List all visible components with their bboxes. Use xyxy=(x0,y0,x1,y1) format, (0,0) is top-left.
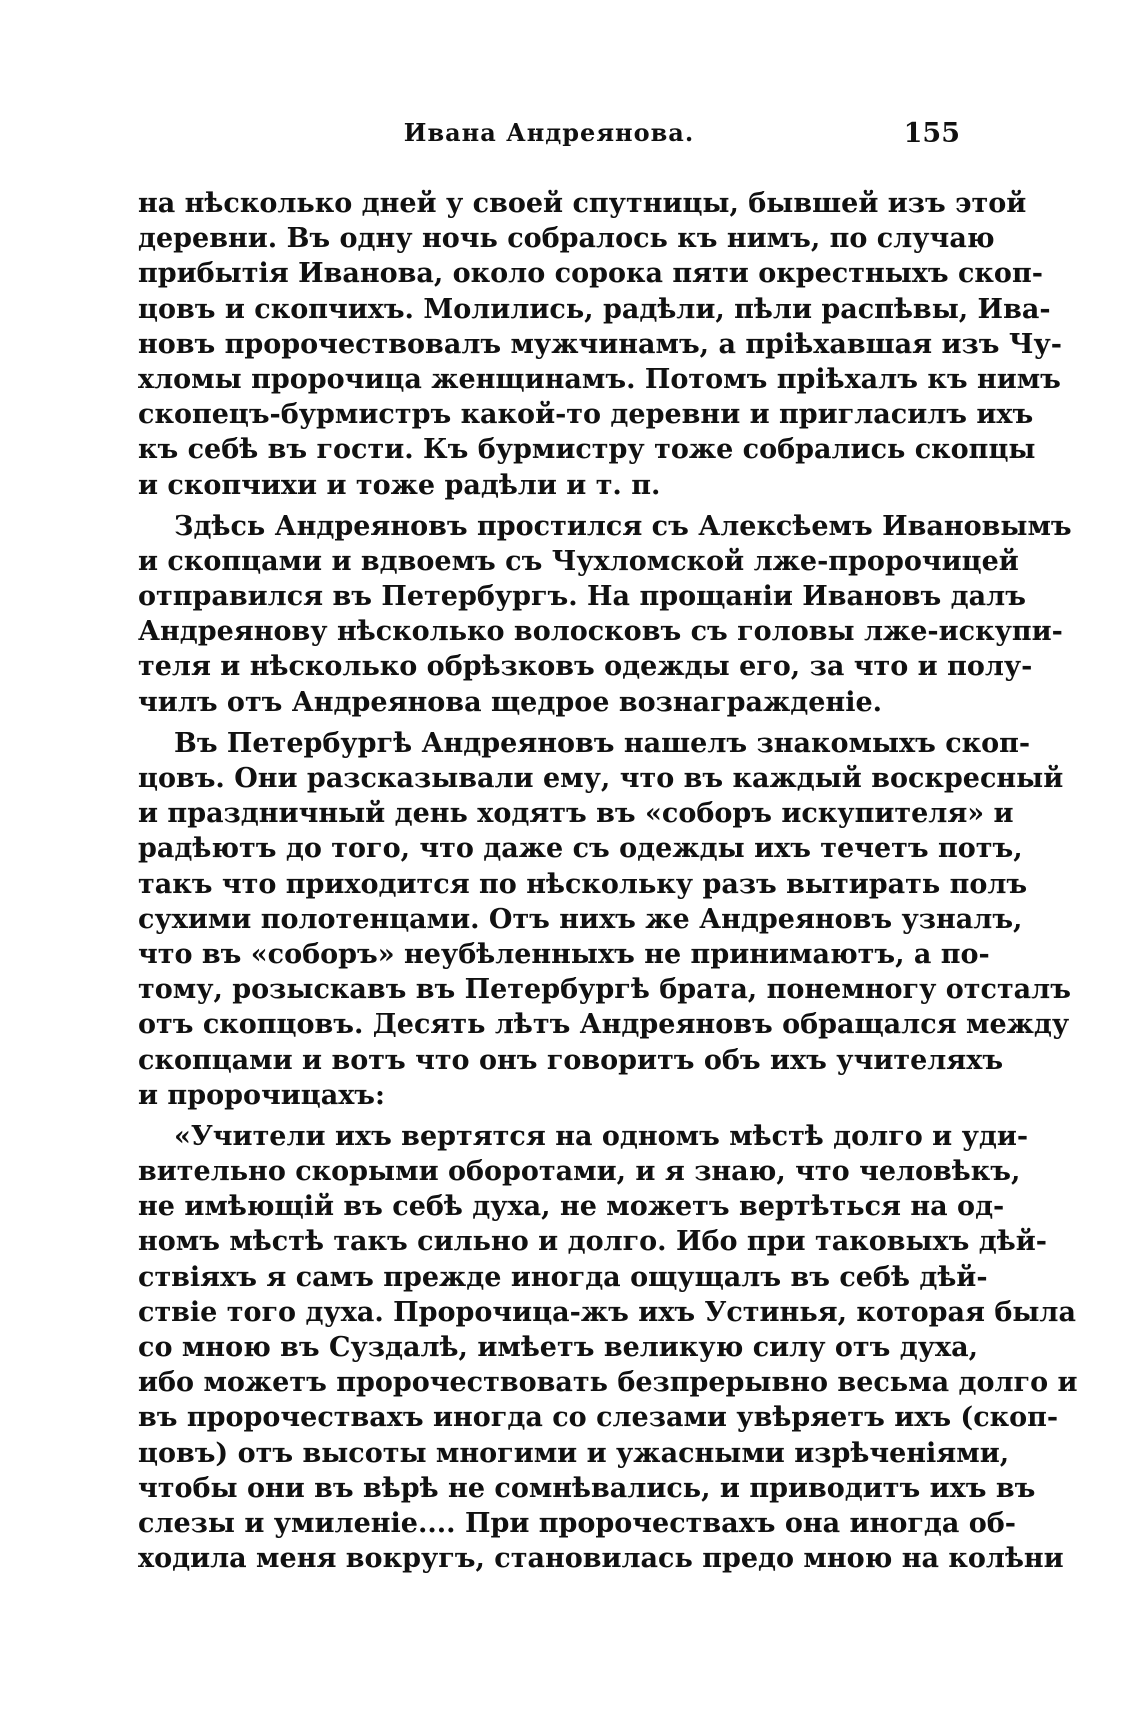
running-title: Ивана Андреянова. xyxy=(403,118,695,147)
text-line: ибо можетъ пророчествовать безпрерывно весьма долго и xyxy=(138,1367,1078,1399)
text-line: и пророчицахъ: xyxy=(138,1079,385,1111)
text-line: цовъ. Они разсказывали ему, что въ каждый воскресный xyxy=(138,763,1064,794)
text-line: на нѣсколько дней у своей спутницы, бывшей изъ этой xyxy=(138,188,1027,219)
text-line: ствіе того духа. Пророчица-жъ ихъ Устинья, которая была xyxy=(138,1296,1076,1328)
paragraph xyxy=(138,1119,1078,1576)
text-line: къ себѣ въ гости. Къ бурмистру тоже собрались скопцы xyxy=(138,434,1036,466)
text-line: теля и нѣсколько обрѣзковъ одежды его, за что и полу- xyxy=(138,651,1033,683)
text-line: слезы и умиленіе.... При пророчествахъ она иногда об- xyxy=(138,1507,1016,1539)
text-line: такъ что приходится по нѣскольку разъ вытирать полъ xyxy=(138,868,1028,900)
text-line: деревни. Въ одну ночь собралось къ нимъ, по случаю xyxy=(138,223,995,255)
text-line: чтобы они въ вѣрѣ не сомнѣвались, и приводитъ ихъ въ xyxy=(138,1472,1036,1504)
page-number: 155 xyxy=(903,118,960,149)
text-line: прибытія Иванова, около сорока пяти окрестныхъ скоп- xyxy=(138,258,1043,290)
text-line: скопецъ-бурмистръ какой-то деревни и пригласилъ ихъ xyxy=(138,399,1034,431)
text-line: новъ пророчествовалъ мужчинамъ, а пріѣхавшая изъ Чу- xyxy=(138,328,1062,360)
text-line: не имѣющій въ себѣ духа, не можетъ вертѣться на од- xyxy=(138,1191,1005,1223)
text-line: отправился въ Петербургъ. На прощаніи Ивановъ далъ xyxy=(138,581,1026,613)
text-line: и скопчихи и тоже радѣли и т. п. xyxy=(138,469,661,501)
page-body xyxy=(138,186,1078,1582)
text-line: радѣютъ до того, что даже съ одежды ихъ течетъ потъ, xyxy=(138,833,1023,865)
text-line: сухими полотенцами. Отъ нихъ же Андреяновъ узналъ, xyxy=(138,903,1023,935)
text-line: и скопцами и вдвоемъ съ Чухломской лже-пророчицей xyxy=(138,545,1019,577)
text-line: что въ «соборъ» неубѣленныхъ не принимаютъ, а по- xyxy=(138,938,990,970)
text-line: и праздничный день ходятъ въ «соборъ искупителя» и xyxy=(138,798,1014,830)
paragraph xyxy=(138,509,1072,720)
text-line: ствіяхъ я самъ прежде иногда ощущалъ въ себѣ дѣй- xyxy=(138,1261,988,1293)
text-line: ходила меня вокругъ, становилась предо мною на колѣни xyxy=(138,1543,1064,1575)
text-line: цовъ) отъ высоты многими и ужасными изрѣченіями, xyxy=(138,1437,1010,1469)
text-line: тому, розыскавъ въ Петербургѣ брата, понемногу отсталъ xyxy=(138,974,1071,1006)
text-line: Здѣсь Андреяновъ простился съ Алексѣемъ Ивановымъ xyxy=(174,510,1072,542)
paragraph xyxy=(138,726,1071,1113)
page-header xyxy=(138,118,960,158)
text-line: хломы пророчица женщинамъ. Потомъ пріѣхалъ къ нимъ xyxy=(138,363,1061,395)
text-line: въ пророчествахъ иногда со слезами увѣряетъ ихъ (скоп- xyxy=(138,1402,1059,1434)
text-line: со мною въ Суздалѣ, имѣетъ великую силу отъ духа, xyxy=(138,1332,979,1363)
text-line: скопцами и вотъ что онъ говоритъ объ ихъ учителяхъ xyxy=(138,1044,1004,1076)
text-line: Андреянову нѣсколько волосковъ съ головы лже-искупи- xyxy=(138,616,1063,648)
text-line: «Учители ихъ вертятся на одномъ мѣстѣ долго и уди- xyxy=(174,1120,1029,1152)
text-line: номъ мѣстѣ такъ сильно и долго. Ибо при таковыхъ дѣй- xyxy=(138,1226,1047,1258)
text-line: чилъ отъ Андреянова щедрое вознагражденіе. xyxy=(138,686,883,718)
text-line: вительно скорыми оборотами, и я знаю, что человѣкъ, xyxy=(138,1156,1021,1188)
paragraph xyxy=(138,186,1062,503)
text-line: цовъ и скопчихъ. Молились, радѣли, пѣли распѣвы, Ива- xyxy=(138,293,1051,325)
text-line: Въ Петербургѣ Андреяновъ нашелъ знакомыхъ скоп- xyxy=(174,727,1031,759)
text-line: отъ скопцовъ. Десять лѣтъ Андреяновъ обращался между xyxy=(138,1009,1070,1041)
